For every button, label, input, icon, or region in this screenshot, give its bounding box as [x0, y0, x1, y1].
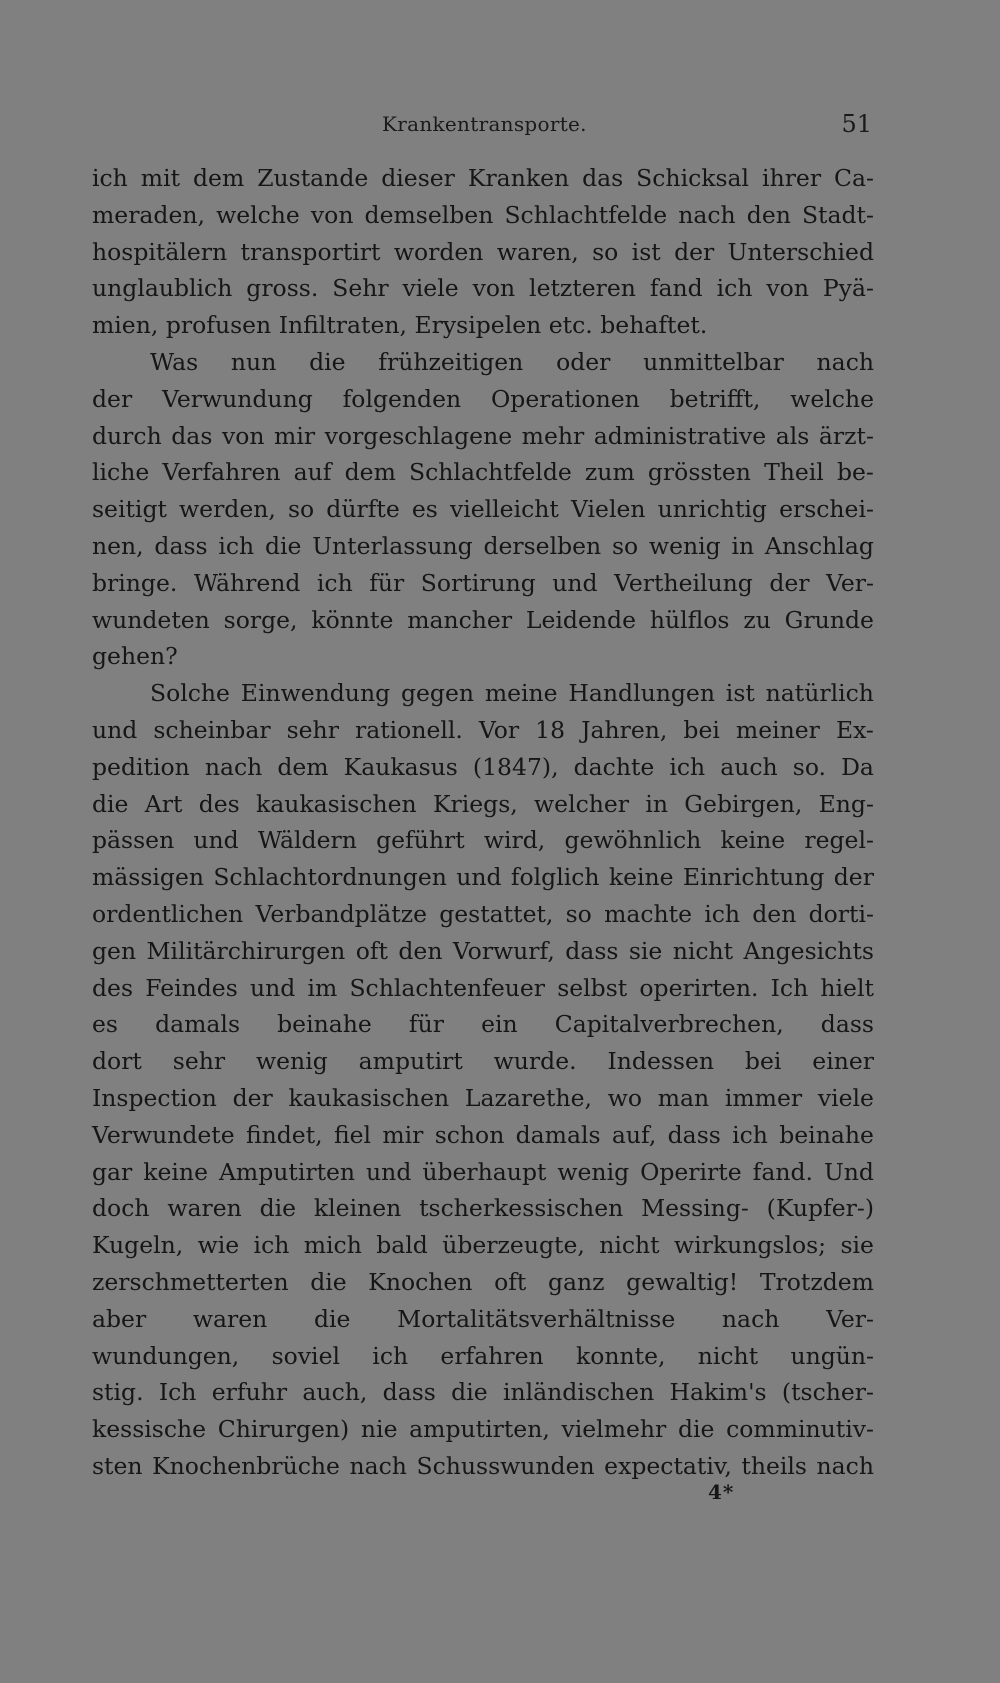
text-line: aber waren die Mortalitätsverhältnisse nach Ver- [92, 1304, 874, 1333]
text-line: pedition nach dem Kaukasus (1847), dachte ich auch so. Da [92, 752, 874, 781]
text-line: die Art des kaukasischen Kriegs, welcher in Gebirgen, Eng- [92, 789, 874, 818]
text-line: seitigt werden, so dürfte es vielleicht Vielen unrichtig erschei- [92, 495, 874, 524]
text-line: mässigen Schlachtordnungen und folglich keine Einrichtung der [92, 863, 874, 892]
text-line: liche Verfahren auf dem Schlachtfelde zum grössten Theil be- [92, 458, 874, 487]
text-line: dort sehr wenig amputirt wurde. Indessen bei einer [92, 1047, 874, 1076]
page-number: 51 [841, 110, 872, 138]
text-line: hospitälern transportirt worden waren, so ist der Unterschied [92, 237, 874, 266]
text-line: ich mit dem Zustande dieser Kranken das Schicksal ihrer Ca- [92, 164, 874, 192]
body-text [92, 160, 874, 1485]
text-line: unglaublich gross. Sehr viele von letzteren fand ich von Pyä- [92, 274, 874, 303]
text-line: doch waren die kleinen tscherkessischen Messing- (Kupfer-) [92, 1194, 874, 1223]
text-line: kessische Chirurgen) nie amputirten, vielmehr die comminutiv- [92, 1415, 874, 1444]
text-line: stig. Ich erfuhr auch, dass die inländischen Hakim's (tscher- [92, 1378, 874, 1407]
signature-mark: 4* [708, 1480, 735, 1504]
text-line: ordentlichen Verbandplätze gestattet, so machte ich den dorti- [92, 899, 874, 928]
text-line: bringe. Während ich für Sortirung und Vertheilung der Ver- [92, 568, 874, 597]
text-line: gen Militärchirurgen oft den Vorwurf, dass sie nicht Angesichts [92, 936, 874, 965]
text-line: Verwundete findet, fiel mir schon damals auf, dass ich beinahe [92, 1120, 874, 1149]
text-line: Was nun die frühzeitigen oder unmittelbar nach [150, 347, 874, 376]
text-line: wundungen, soviel ich erfahren konnte, nicht ungün- [92, 1341, 874, 1370]
text-line: Inspection der kaukasischen Lazarethe, wo man immer viele [92, 1083, 874, 1112]
text-line: meraden, welche von demselben Schlachtfelde nach den Stadt- [92, 200, 874, 229]
text-line: gehen? [92, 642, 178, 671]
text-line: wundeten sorge, könnte mancher Leidende hülflos zu Grunde [92, 605, 874, 634]
text-line: pässen und Wäldern geführt wird, gewöhnlich keine regel- [92, 826, 874, 855]
text-line: durch das von mir vorgeschlagene mehr administrative als ärzt- [92, 421, 874, 450]
text-line: nen, dass ich die Unterlassung derselben so wenig in Anschlag [92, 531, 874, 560]
running-title: Krankentransporte. [382, 112, 587, 136]
text-line: gar keine Amputirten und überhaupt wenig Operirte fand. Und [92, 1157, 874, 1186]
text-line: und scheinbar sehr rationell. Vor 18 Jahren, bei meiner Ex- [92, 715, 874, 744]
text-line: mien, profusen Infiltraten, Erysipelen etc. behaftet. [92, 311, 708, 340]
text-line: Kugeln, wie ich mich bald überzeugte, nicht wirkungslos; sie [92, 1231, 874, 1260]
text-line: der Verwundung folgenden Operationen betrifft, welche [92, 384, 874, 413]
text-line: Solche Einwendung gegen meine Handlungen ist natürlich [150, 679, 874, 708]
page-header [92, 112, 872, 142]
text-line: es damals beinahe für ein Capitalverbrechen, dass [92, 1010, 874, 1039]
text-line: sten Knochenbrüche nach Schusswunden expectativ, theils nach [92, 1451, 874, 1480]
text-line: des Feindes und im Schlachtenfeuer selbst operirten. Ich hielt [92, 973, 874, 1002]
text-line: zerschmetterten die Knochen oft ganz gewaltig! Trotzdem [92, 1267, 874, 1296]
